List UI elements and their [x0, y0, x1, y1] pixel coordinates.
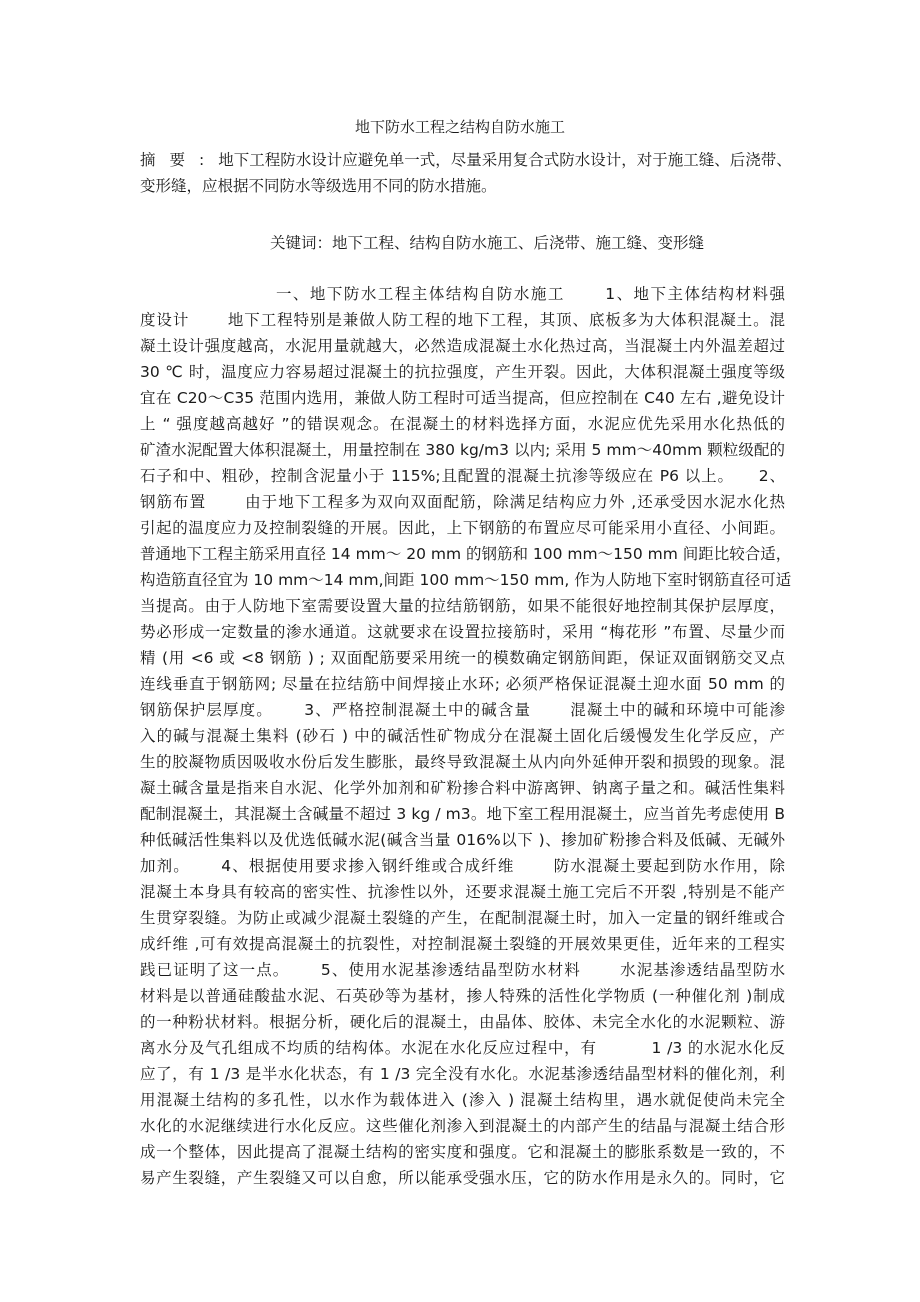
- body-line: 精 (用 <6 或 <8 钢筋 ) ; 双面配筋要采用统一的模数确定钢筋间距，保证双面钢筋交叉点: [140, 649, 785, 667]
- body-line: 离水分及气孔组成不均质的结构体。水泥在水化反应过程中，有 1 /3 的水泥水化反: [140, 1039, 785, 1057]
- body-line: 配制混凝土，其混凝土含碱量不超过 3 kg / m3。地下室工程用混凝土，应当首先考虑使用 B: [140, 805, 785, 823]
- body-line: 一、地下防水工程主体结构自防水施工 1、地下主体结构材料强: [140, 285, 785, 303]
- document-title: 地下防水工程之结构自防水施工: [354, 118, 565, 136]
- body-line: 加剂。 4、根据使用要求掺入钢纤维或合成纤维 防水混凝土要起到防水作用，除: [140, 857, 785, 875]
- body-line: 生的胶凝物质因吸收水份后发生膨胀，最终导致混凝土从内向外延伸开裂和损毁的现象。混: [140, 753, 785, 771]
- body-line: 构造筋直径宜为 10 mm～14 mm,间距 100 mm～150 mm, 作为人防地下室时钢筋直径可适: [140, 571, 792, 589]
- body-line: 材料是以普通硅酸盐水泥、石英砂等为基材，掺人特殊的活性化学物质 (一种催化剂 )制成: [140, 987, 785, 1005]
- body-line: 水化的水泥继续进行水化反应。这些催化剂渗入到混凝土的内部产生的结晶与混凝土结合形: [140, 1117, 785, 1135]
- body-line: 连线垂直于钢筋网; 尽量在拉结筋中间焊接止水环; 必须严格保证混凝土迎水面 50 mm 的: [140, 675, 785, 693]
- body-line: 矿渣水泥配置大体积混凝土，用量控制在 380 kg/m3 以内; 采用 5 mm～40mm 颗粒级配的: [140, 441, 785, 459]
- abstract-line: [140, 149, 792, 171]
- body-line: 应了，有 1 /3 是半水化状态，有 1 /3 完全没有水化。水泥基渗透结晶型材料的催化剂，利: [140, 1065, 785, 1083]
- body-line: 种低碱活性集料以及优选低碱水泥(碱含当量 016%以下 )、掺加矿粉掺合料及低碱、无碱外: [140, 831, 785, 849]
- keywords: 关键词：地下工程、结构自防水施工、后浇带、施工缝、变形缝: [270, 234, 705, 252]
- abstract-text: 地下工程防水设计应避免单一式，尽量采用复合式防水设计，对于施工缝、后浇带、: [218, 151, 792, 169]
- body-line: 当提高。由于人防地下室需要设置大量的拉结筋钢筋，如果不能很好地控制其保护层厚度，: [140, 597, 785, 615]
- body-line: 势必形成一定数量的渗水通道。这就要求在设置拉接筋时，采用 “梅花形 ”布置、尽量少而: [140, 623, 785, 641]
- body-line: 生贯穿裂缝。为防止或减少混凝土裂缝的产生，在配制混凝土时，加入一定量的钢纤维或合: [140, 909, 785, 927]
- body-line: 凝土设计强度越高，水泥用量就越大，必然造成混凝土水化热过高，当混凝土内外温差超过: [140, 337, 785, 355]
- body-line: 入的碱与混凝土集料 (砂石 ) 中的碱活性矿物成分在混凝土固化后缓慢发生化学反应，产: [140, 727, 785, 745]
- body-line: 30 ℃ 时，温度应力容易超过混凝土的抗拉强度，产生开裂。因此，大体积混凝土强度等级: [140, 363, 785, 381]
- body-line: 成纤维 ,可有效提高混凝土的抗裂性，对控制混凝土裂缝的开展效果更佳，近年来的工程实: [140, 935, 785, 953]
- body-line: 普通地下工程主筋采用直径 14 mm～ 20 mm 的钢筋和 100 mm～150 mm 间距比较合适，: [140, 545, 792, 563]
- body-line: 钢筋布置 由于地下工程多为双向双面配筋，除满足结构应力外 ,还承受因水泥水化热: [140, 493, 785, 511]
- body-line: 引起的温度应力及控制裂缝的开展。因此，上下钢筋的布置应尽可能采用小直径、小间距。: [140, 519, 785, 537]
- body-line: 钢筋保护层厚度。 3、严格控制混凝土中的碱含量 混凝土中的碱和环境中可能渗: [140, 701, 785, 719]
- body-line: 石子和中、粗砂，控制含泥量小于 115%;且配置的混凝土抗渗等级应在 P6 以上。 2、: [140, 467, 785, 485]
- body-line: 上 “ 强度越高越好 ”的错误观念。在混凝土的材料选择方面，水泥应优先采用水化热低的: [140, 415, 785, 433]
- abstract-line: 变形缝，应根据不同防水等级选用不同的防水措施。: [140, 177, 497, 195]
- body-line: 的一种粉状材料。根据分析，硬化后的混凝土，由晶体、胶体、未完全水化的水泥颗粒、游: [140, 1013, 785, 1031]
- body-line: 宜在 C20～C35 范围内选用，兼做人防工程时可适当提高，但应控制在 C40 左右 ,避免设计: [140, 389, 785, 407]
- body-line: 成一个整体，因此提高了混凝土结构的密实度和强度。它和混凝土的膨胀系数是一致的，不: [140, 1143, 785, 1161]
- body-line: 用混凝土结构的多孔性，以水作为载体进入 (渗入 ) 混凝土结构里，遇水就促使尚未完全: [140, 1091, 785, 1109]
- body-line: 度设计 地下工程特别是兼做人防工程的地下工程，其顶、底板多为大体积混凝土。混: [140, 311, 785, 329]
- body-line: 混凝土本身具有较高的密实性、抗渗性以外，还要求混凝土施工完后不开裂 ,特别是不能产: [140, 883, 785, 901]
- body-line: 凝土碱含量是指来自水泥、化学外加剂和矿粉掺合料中游离钾、钠离子量之和。碱活性集料: [140, 779, 785, 797]
- abstract-label: 摘要:: [140, 151, 219, 169]
- body-line: 易产生裂缝，产生裂缝又可以自愈，所以能承受强水压，它的防水作用是永久的。同时，它: [140, 1169, 785, 1187]
- body-line: 践已证明了这一点。 5、使用水泥基渗透结晶型防水材料 水泥基渗透结晶型防水: [140, 961, 785, 979]
